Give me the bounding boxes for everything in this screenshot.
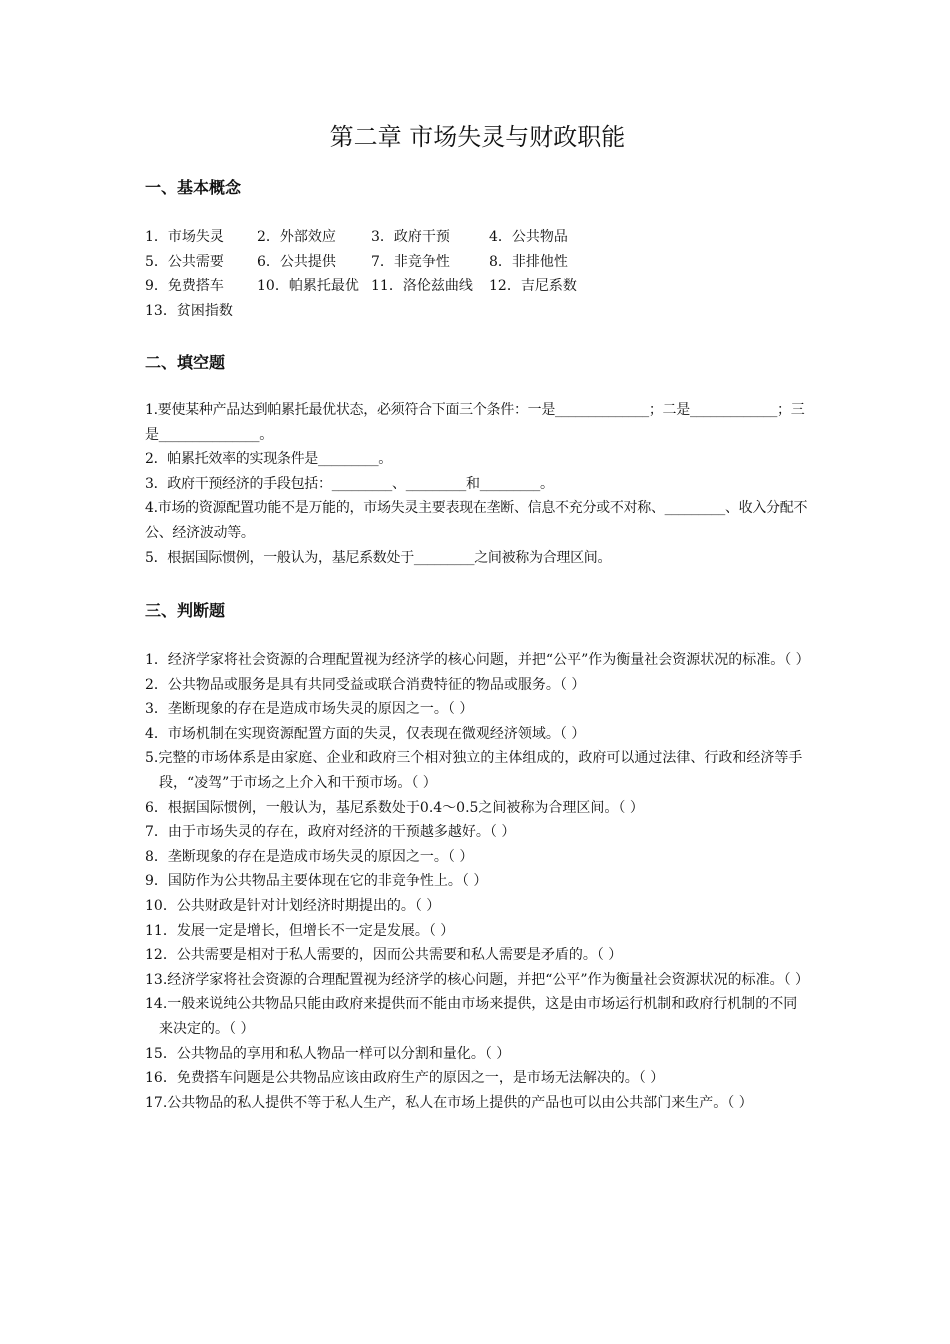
concept-item: 5．公共需要 [145,253,224,270]
fill-blank-item: 4.市场的资源配置功能不是万能的，市场失灵主要表现在垄断、信息不充分或不对称、_________、收入分配不公、经济波动等。 [145,500,808,541]
true-false-item: 17.公共物品的私人提供不等于私人生产，私人在市场上提供的产品也可以由公共部门来生产。（ ） [145,1094,753,1111]
concept-item: 9．免费搭车 [145,278,224,295]
true-false-item: 16．免费搭车问题是公共物品应该由政府生产的原因之一，是市场无法解决的。（ ） [145,1070,665,1087]
concept-item: 6．公共提供 [257,253,336,270]
true-false-item: 15．公共物品的享用和私人物品一样可以分割和量化。（ ） [145,1045,511,1062]
concept-row [145,299,810,324]
true-false-item: 9．国防作为公共物品主要体现在它的非竞争性上。（ ） [145,873,488,890]
concept-item: 11．洛伦兹曲线 [371,278,473,295]
true-false-item: 11．发展一定是增长，但增长不一定是发展。（ ） [145,922,455,939]
true-false-item: 2．公共物品或服务是具有共同受益或联合消费特征的物品或服务。（ ） [145,676,586,693]
true-false-item: 8．垄断现象的存在是造成市场失灵的原因之一。（ ） [145,848,474,865]
true-false-item: 5.完整的市场体系是由家庭、企业和政府三个相对独立的主体组成的，政府可以通过法律、行政和经济等手段，“凌驾”于市场之上介入和干预市场。（ ） [145,750,803,791]
concept-item: 13．贫困指数 [145,302,233,319]
true-false-item: 1．经济学家将社会资源的合理配置视为经济学的核心问题，并把“公平”作为衡量社会资源状况的标准。（ ） [145,652,810,668]
true-false-item: 6．根据国际惯例，一般认为，基尼系数处于0.4～0.5之间被称为合理区间。（ ） [145,799,644,816]
concept-item: 4．公共物品 [489,229,568,245]
true-false-item: 7．由于市场失灵的存在，政府对经济的干预越多越好。（ ） [145,824,516,841]
section-heading-concepts: 一、基本概念 [145,178,242,197]
section-heading-true-false: 三、判断题 [145,601,226,620]
concept-item: 2．外部效应 [257,229,336,245]
fill-blank-item: 5．根据国际惯例，一般认为，基尼系数处于_________之间被称为合理区间。 [145,549,612,566]
concept-row [145,274,810,299]
concept-item: 10．帕累托最优 [257,278,359,295]
true-false-item: 3．垄断现象的存在是造成市场失灵的原因之一。（ ） [145,701,474,718]
page-title: 第二章 市场失灵与财政职能 [329,123,626,151]
true-false-item: 10．公共财政是针对计划经济时期提出的。（ ） [145,897,441,914]
fill-blank-item: 3．政府干预经济的手段包括：_________、_________和_________。 [145,475,554,492]
concept-item: 3．政府干预 [371,229,450,245]
concept-item: 8．非排他性 [489,253,568,270]
concept-row [145,250,810,275]
concept-item: 7．非竞争性 [371,253,450,270]
concept-item: 12．吉尼系数 [489,278,577,295]
section-heading-fill-blank: 二、填空题 [145,353,226,372]
true-false-item: 14.一般来说纯公共物品只能由政府来提供而不能由市场来提供，这是由市场运行机制和政府行机制的不同来决定的。（ ） [145,996,798,1037]
concept-row [145,225,810,250]
true-false-list [145,648,810,1115]
concept-item: 1．市场失灵 [145,229,224,245]
true-false-item: 4．市场机制在实现资源配置方面的失灵，仅表现在微观经济领域。（ ） [145,725,586,742]
true-false-item: 13.经济学家将社会资源的合理配置视为经济学的核心问题，并把“公平”作为衡量社会资源状况的标准。（ ） [145,971,810,988]
fill-blank-item: 2．帕累托效率的实现条件是_________。 [145,451,393,468]
fill-blank-list [145,398,810,570]
fill-blank-item: 1.要使某种产品达到帕累托最优状态，必须符合下面三个条件：一是______________；二是_____________；三是_______________。 [145,402,805,443]
true-false-item: 12．公共需要是相对于私人需要的，因而公共需要和私人需要是矛盾的。（ ） [145,947,623,964]
concept-list [145,225,810,323]
